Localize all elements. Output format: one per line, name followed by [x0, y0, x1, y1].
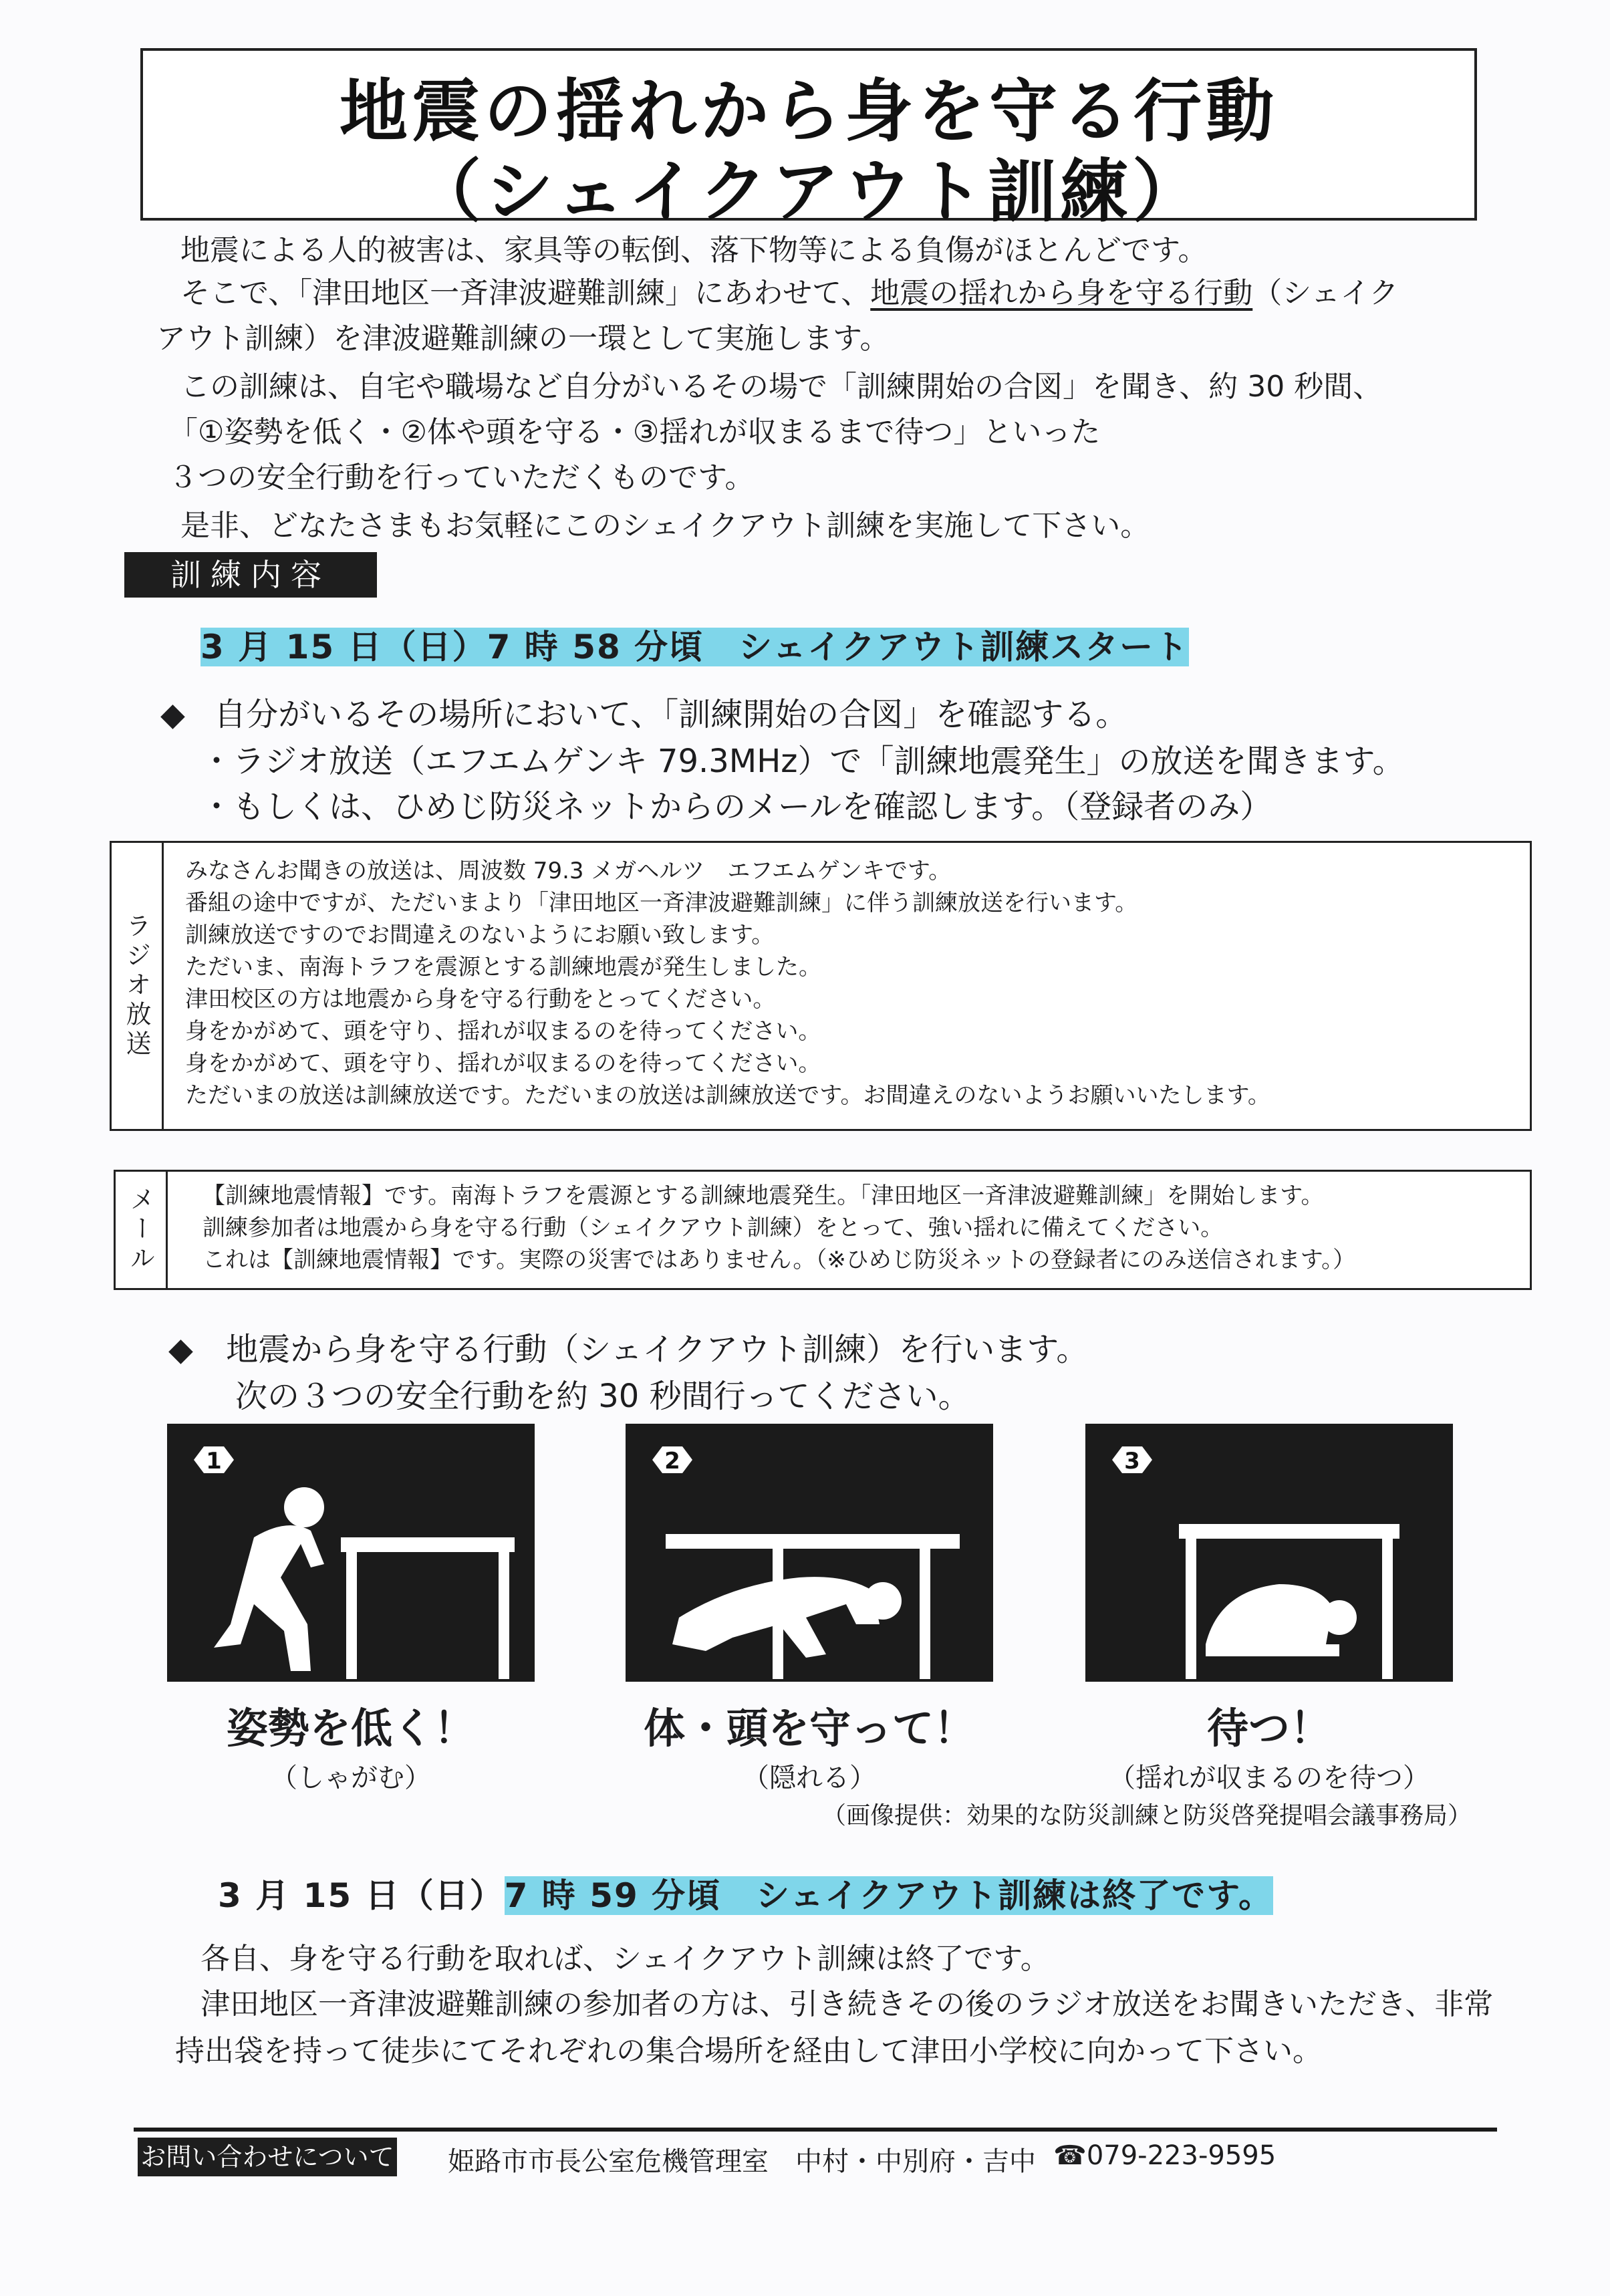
title-box: [140, 48, 1477, 232]
start-sub-1: ・ラジオ放送（エフエムゲンキ 79.3MHz）で「訓練地震発生」の放送を聞きます。: [200, 743, 1405, 780]
start-bullet: [160, 688, 1127, 735]
page-title: 地震の揺れから身を守る行動: [340, 72, 1278, 152]
footer-phone: ☎079-223-9595: [1053, 2140, 1277, 2171]
diamond-icon: ◆: [168, 1331, 193, 1368]
step-1-illustration: [167, 1424, 535, 1682]
step-2-number: 2: [664, 1448, 680, 1475]
intro-paragraph-1: 地震による人的被害は、家具等の転倒、落下物等による負傷がほとんどです。: [180, 233, 1208, 267]
end-heading-date: 3 月 15 日（日）: [218, 1876, 505, 1915]
action-line-1: 地震から身を守る行動（シェイクアウト訓練）を行います。: [226, 1331, 1089, 1368]
intro-text: （シェイク: [1252, 276, 1399, 310]
start-bullet-text: 自分がいるその場所において、「訓練開始の合図」を確認する。: [214, 696, 1128, 733]
end-paragraph-1: 各自、身を守る行動を取れば、シェイクアウト訓練は終了です。: [200, 1942, 1050, 1976]
footer-office: 姫路市市長公室危機管理室 中村・中別府・吉中: [448, 2146, 1036, 2177]
intro-underlined: 地震の揺れから身を守る行動: [870, 276, 1253, 310]
intro-paragraph-2b: アウト訓練）を津波避難訓練の一環として実施します。: [156, 322, 890, 356]
radio-line: 津田校区の方は地震から身を守る行動をとってください。: [185, 986, 776, 1013]
radio-line: 番組の途中ですが、ただいまより「津田地区一斉津波避難訓練」に伴う訓練放送を行います。: [185, 890, 1138, 916]
step-2-illustration: [626, 1424, 993, 1682]
step-1-caption: 姿勢を低く！: [226, 1704, 475, 1753]
mail-box: [114, 1170, 1532, 1290]
intro-paragraph-3c: ３つの安全行動を行っていただくものです。: [168, 461, 755, 495]
step-3-caption: 待つ！: [1206, 1704, 1331, 1753]
intro-paragraph-4: 是非、どなたさまもお気軽にこのシェイクアウト訓練を実施して下さい。: [180, 509, 1150, 543]
radio-line: 身をかがめて、頭を守り、揺れが収まるのを待ってください。: [185, 1050, 821, 1077]
start-heading-text: 3 月 15 日（日）7 時 58 分頃 シェイクアウト訓練スタート: [200, 628, 1190, 666]
mail-text: [203, 1180, 1355, 1276]
start-sub-2: ・もしくは、ひめじ防災ネットからのメールを確認します。（登録者のみ）: [200, 788, 1272, 825]
footer-label: お問い合わせについて: [138, 2138, 397, 2176]
mail-line: これは【訓練地震情報】です。実際の災害ではありません。（※ひめじ防災ネットの登録者にのみ送信されます。）: [203, 1247, 1356, 1273]
radio-line: みなさんお聞きの放送は、周波数 79.3 メガヘルツ エフエムゲンキです。: [185, 858, 952, 884]
step-1-number: 1: [206, 1448, 222, 1475]
step-3-subcaption: （揺れが収まるのを待つ）: [1109, 1763, 1430, 1793]
mail-line: 【訓練地震情報】です。南海トラフを震源とする訓練地震発生。「津田地区一斉津波避難訓練」を開始します。: [203, 1182, 1324, 1209]
footer-divider: [134, 2128, 1497, 2132]
mail-label-text: メール: [126, 1186, 155, 1274]
radio-label-text: ラジオ放送: [122, 912, 151, 1059]
action-line-2: 次の３つの安全行動を約 30 秒間行ってください。: [235, 1378, 970, 1415]
action-bullet: [168, 1323, 1088, 1370]
start-heading: [200, 620, 1189, 668]
radio-line: 訓練放送ですのでお間違えのないようにお願い致します。: [185, 922, 775, 948]
radio-script: [185, 855, 1270, 1112]
mail-label: [116, 1172, 168, 1288]
section-label: 訓練内容: [124, 552, 377, 598]
radio-line: 身をかがめて、頭を守り、揺れが収まるのを待ってください。: [185, 1018, 821, 1045]
radio-line: ただいま、南海トラフを震源とする訓練地震が発生しました。: [185, 954, 821, 981]
diamond-icon: ◆: [160, 696, 185, 733]
step-1-subcaption: （しゃがむ）: [271, 1763, 431, 1793]
step-2-subcaption: （隠れる）: [743, 1763, 876, 1793]
mail-line: 訓練参加者は地震から身を守る行動（シェイクアウト訓練）をとって、強い揺れに備えてください。: [203, 1215, 1224, 1241]
intro-paragraph-2: [180, 270, 1399, 317]
end-paragraph-3: 持出袋を持って徒歩にてそれぞれの集合場所を経由して津田小学校に向かって下さい。: [175, 2034, 1322, 2068]
end-heading-text: 7 時 59 分頃 シェイクアウト訓練は終了です。: [504, 1876, 1274, 1915]
radio-label: [112, 843, 164, 1129]
intro-paragraph-3: この訓練は、自宅や職場など自分がいるその場で「訓練開始の合図」を聞き、約 30 秒間、: [180, 370, 1383, 404]
image-credit: （画像提供：効果的な防災訓練と防災啓発提唱会議事務局）: [822, 1802, 1472, 1829]
radio-broadcast-box: [110, 841, 1532, 1131]
step-3-illustration: [1085, 1424, 1453, 1682]
end-heading: [218, 1869, 1273, 1917]
intro-text: そこで、「津田地区一斉津波避難訓練」にあわせて、: [180, 276, 871, 310]
step-2-caption: 体・頭を守って！: [643, 1704, 975, 1753]
end-paragraph-2: 津田地区一斉津波避難訓練の参加者の方は、引き続きその後のラジオ放送をお聞きいただき、非常: [200, 1987, 1494, 2021]
step-3-number: 3: [1124, 1448, 1140, 1475]
radio-line: ただいまの放送は訓練放送です。ただいまの放送は訓練放送です。お間違えのないようお願いいたします。: [185, 1082, 1270, 1109]
intro-paragraph-3b: 「①姿勢を低く・②体や頭を守る・③揺れが収まるまで待つ」といった: [168, 415, 1101, 449]
page-subtitle: （シェイクアウト訓練）: [413, 152, 1204, 232]
